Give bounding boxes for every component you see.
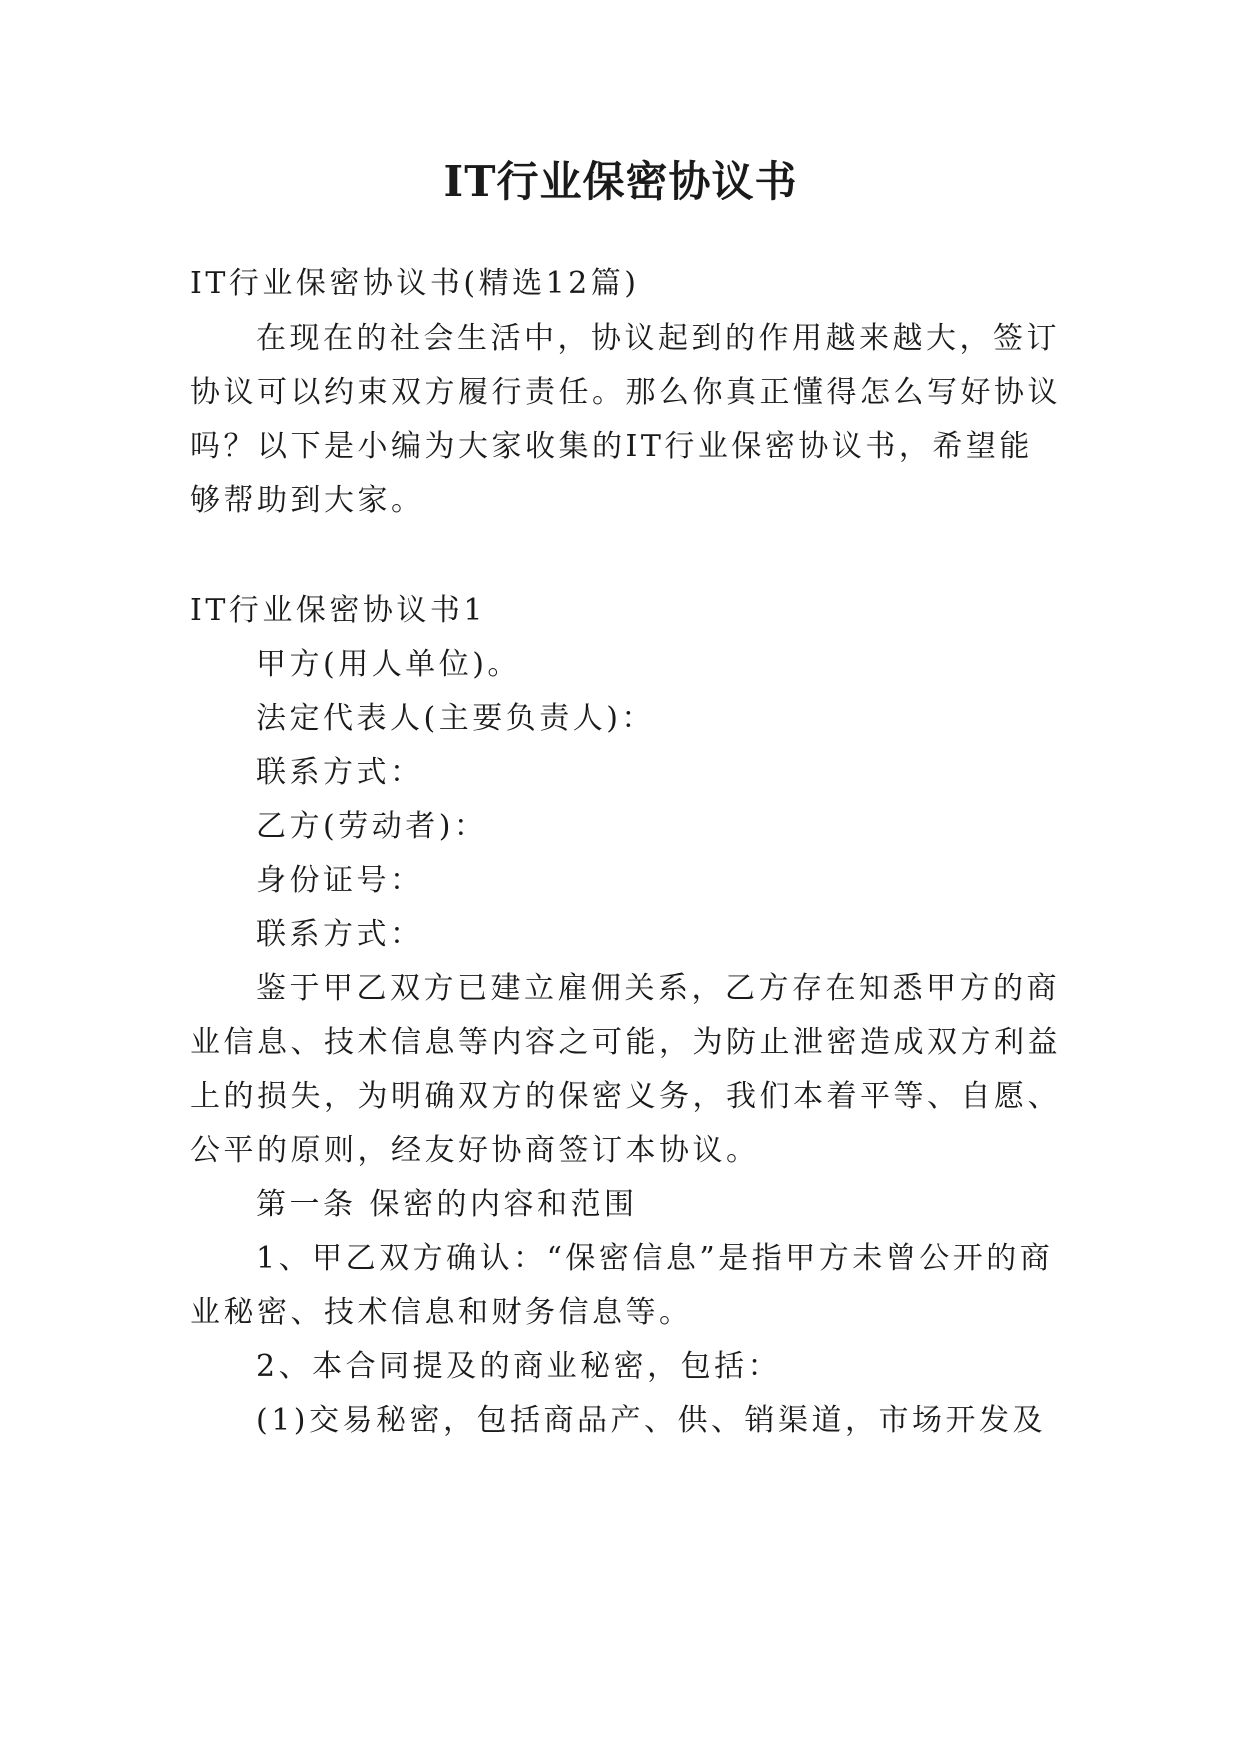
preamble-line-4: 公平的原则，经友好协商签订本协议。 (190, 1133, 760, 1168)
id-number-line: 身份证号： (256, 863, 424, 898)
clause-2-item-1-line: (1)交易秘密，包括商品产、供、销渠道，市场开发及 (256, 1403, 1046, 1438)
preamble-line-1: 鉴于甲乙双方已建立雇佣关系，乙方存在知悉甲方的商 (256, 971, 1060, 1006)
section-heading: IT行业保密协议书1 (190, 593, 486, 628)
party-a-line: 甲方(用人单位)。 (256, 647, 521, 682)
clause-1-line-2: 业秘密、技术信息和财务信息等。 (190, 1295, 693, 1330)
article-1-heading: 第一条 保密的内容和范围 (256, 1187, 638, 1222)
legal-rep-line: 法定代表人(主要负责人)： (256, 701, 655, 736)
intro-line-4: 够帮助到大家。 (190, 483, 425, 518)
preamble-line-3: 上的损失，为明确双方的保密义务，我们本着平等、自愿、 (190, 1079, 1061, 1114)
contact-a-line: 联系方式： (256, 755, 424, 790)
intro-line-1: 在现在的社会生活中，协议起到的作用越来越大，签订 (256, 321, 1060, 356)
preamble-line-2: 业信息、技术信息等内容之可能，为防止泄密造成双方利益 (190, 1025, 1061, 1060)
intro-line-3: 吗？以下是小编为大家收集的IT行业保密协议书，希望能 (190, 429, 1033, 464)
subtitle-line: IT行业保密协议书(精选12篇) (190, 266, 640, 301)
intro-line-2: 协议可以约束双方履行责任。那么你真正懂得怎么写好协议 (190, 375, 1061, 410)
party-b-line: 乙方(劳动者)： (256, 809, 488, 844)
clause-2-line: 2、本合同提及的商业秘密，包括： (256, 1349, 782, 1384)
contact-b-line: 联系方式： (256, 917, 424, 952)
document-title: IT行业保密协议书 (443, 157, 798, 206)
clause-1-line-1: 1、甲乙双方确认：“保密信息”是指甲方未曾公开的商 (256, 1241, 1054, 1276)
